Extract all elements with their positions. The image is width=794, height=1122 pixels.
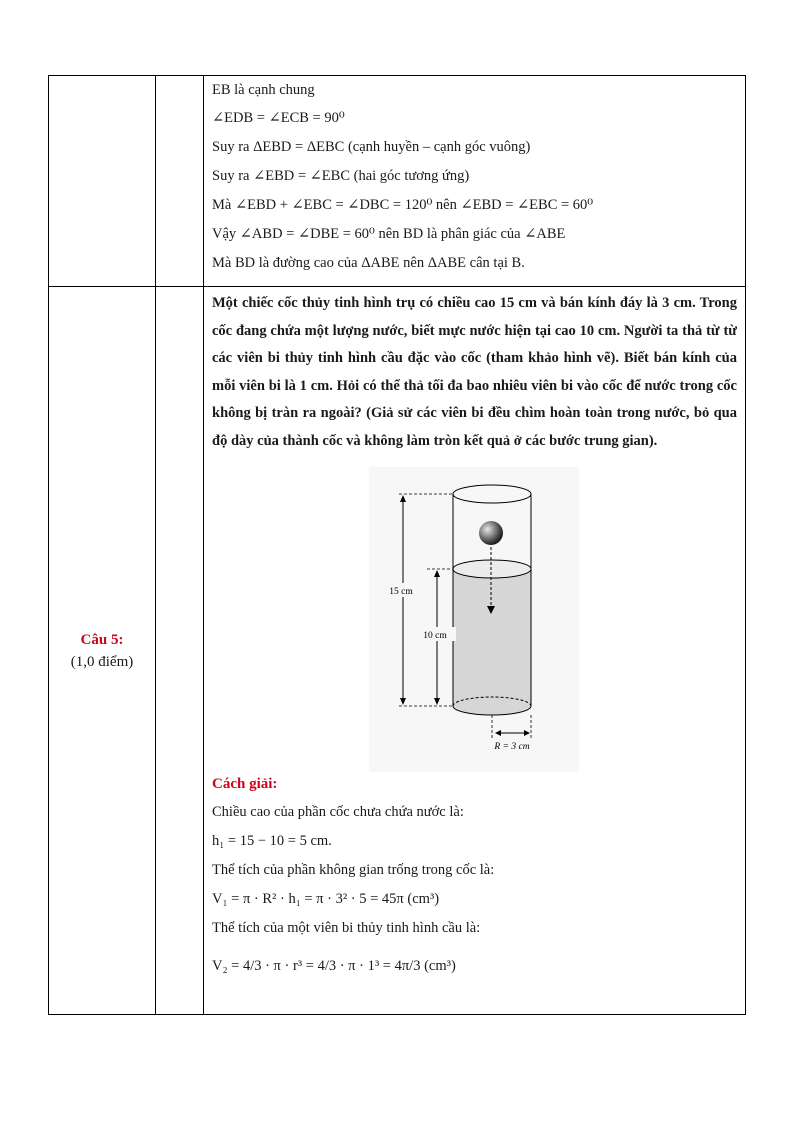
label-cell-empty bbox=[49, 76, 156, 287]
question-number: Câu 5: bbox=[80, 631, 124, 648]
water-height-label: 10 cm bbox=[423, 631, 447, 641]
points-cell-empty bbox=[156, 287, 204, 1015]
table-row bbox=[49, 76, 746, 287]
answer-table bbox=[48, 75, 746, 1015]
proof-line-5: Mà ∠EBD + ∠EBC = ∠DBC = 120⁰ nên ∠EBD = ∠EBC = 60⁰ bbox=[212, 197, 594, 213]
proof-line-7: Mà BD là đường cao của ΔABE nên ΔABE cân tại B. bbox=[212, 255, 525, 271]
proof-line-2: ∠EDB = ∠ECB = 90⁰ bbox=[212, 110, 345, 126]
question-text: Một chiếc cốc thủy tinh hình trụ có chiều cao 15 cm và bán kính đáy là 3 cm. Trong cốc đang chứa một lượng nước, biết mực nước hiện tại cao 10 cm. Người ta thả từ từ các viên bi thủy tinh hình cầu đặc vào cốc (tham khảo hình vẽ). Biết bán kính của mỗi viên bi là 1 cm. Hỏi có thể thả tối đa bao nhiêu viên bi vào cốc để nước trong cốc không bị tràn ra ngoài? (Giả sử các viên bi đều chìm hoàn toàn trong nước, bỏ qua độ dày của thành cốc và không làm tròn kết quả ở các bước trung gian). bbox=[212, 295, 737, 449]
proof-line-4: Suy ra ∠EBD = ∠EBC (hai góc tương ứng) bbox=[212, 168, 470, 184]
solution-line-2: h₁ = 15 − 10 = 5 cm. bbox=[212, 833, 332, 849]
solution-line-3: Thể tích của phần không gian trống trong cốc là: bbox=[212, 862, 495, 878]
solution-line-1: Chiều cao của phần cốc chưa chứa nước là: bbox=[212, 804, 464, 820]
solution-line-5: Thể tích của một viên bi thủy tinh hình cầu là: bbox=[212, 920, 481, 936]
table-row bbox=[49, 287, 746, 1015]
content-cell bbox=[204, 76, 746, 287]
radius-label: R = 3 cm bbox=[494, 742, 530, 752]
question-points: (1,0 điểm) bbox=[70, 653, 134, 670]
cylinder-diagram bbox=[369, 467, 579, 772]
points-cell-empty bbox=[156, 76, 204, 287]
solution-line-4: V₁ = π · R² · h₁ = π · 3² · 5 = 45π (cm³) bbox=[212, 891, 440, 907]
water-surface bbox=[453, 560, 531, 578]
proof-line-1: EB là cạnh chung bbox=[212, 82, 315, 98]
proof-line-6: Vậy ∠ABD = ∠DBE = 60⁰ nên BD là phân giác của ∠ABE bbox=[212, 226, 566, 242]
glass-ball bbox=[479, 521, 503, 545]
height-label: 15 cm bbox=[389, 587, 413, 597]
water-body bbox=[453, 569, 531, 715]
proof-line-3: Suy ra ΔEBD = ΔEBC (cạnh huyền – cạnh góc vuông) bbox=[212, 139, 531, 155]
solution-line-6: V₂ = 4/3 · π · r³ = 4/3 · π · 1³ = 4π/3 (cm³) bbox=[212, 958, 456, 974]
content-cell bbox=[204, 287, 746, 1015]
question-label-cell bbox=[49, 287, 156, 1015]
cylinder-figure bbox=[204, 455, 745, 770]
solution-title: Cách giải: bbox=[212, 776, 278, 792]
